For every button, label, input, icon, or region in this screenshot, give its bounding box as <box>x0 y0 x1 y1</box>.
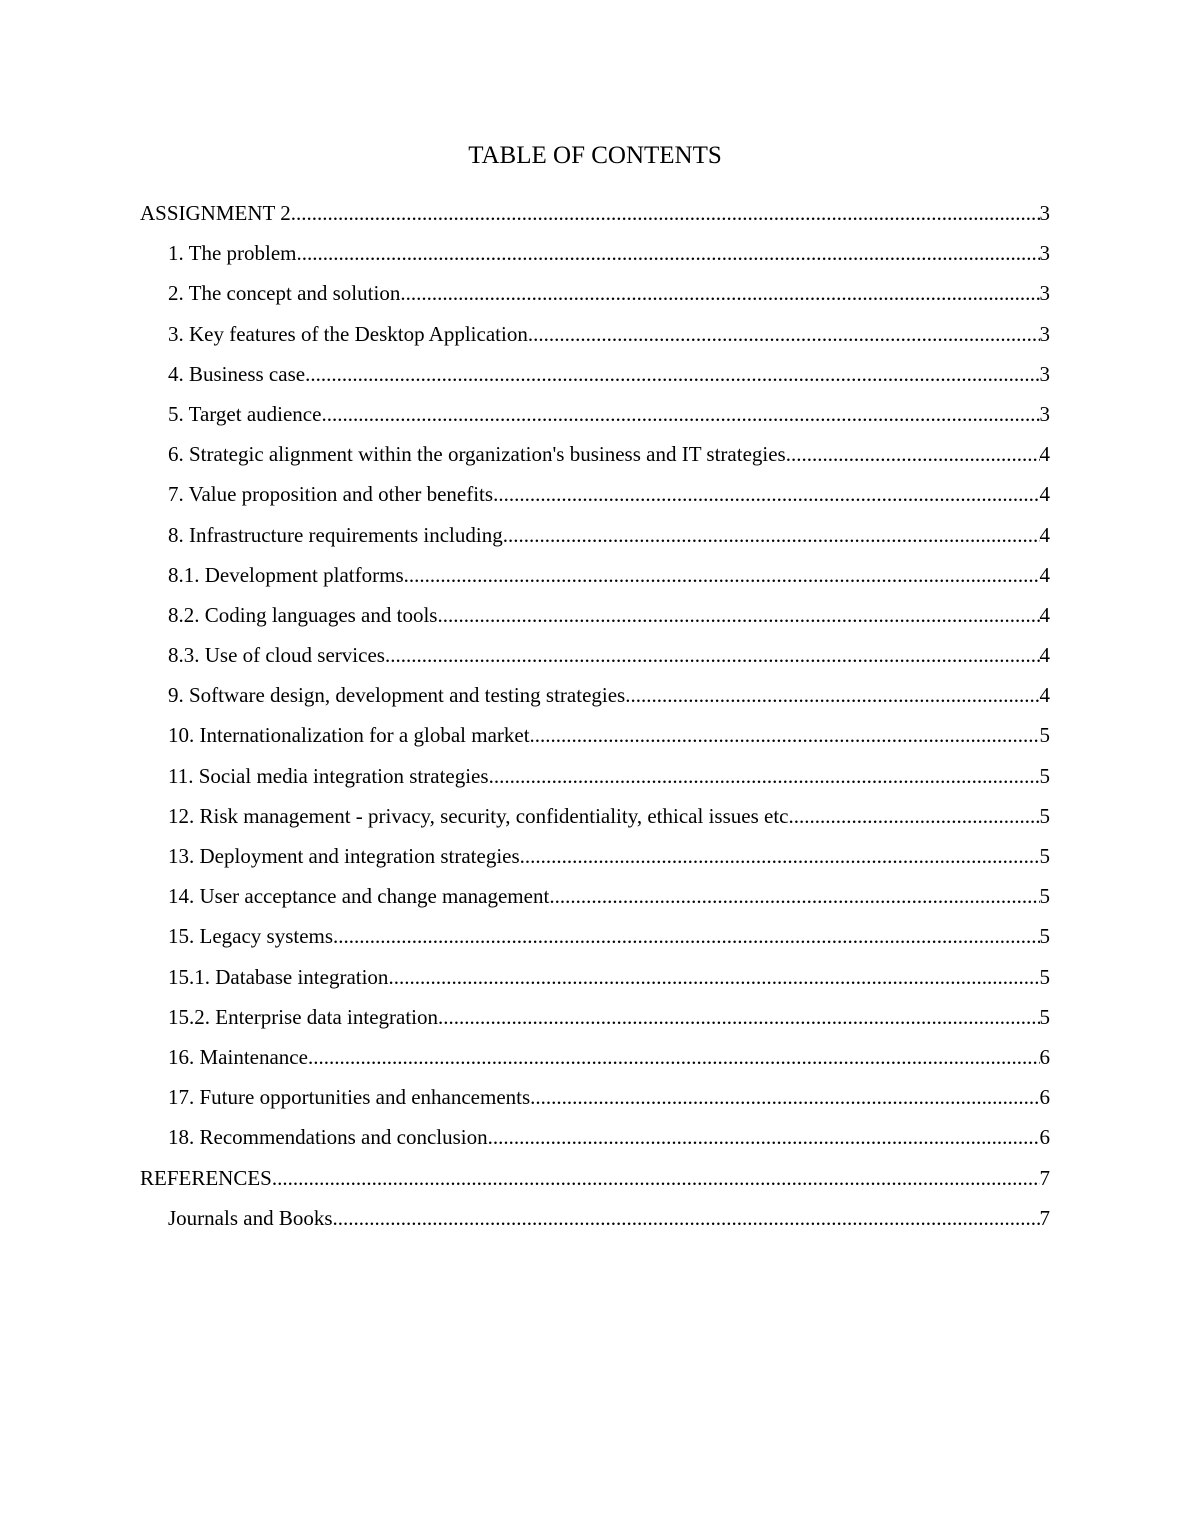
toc-dot-leader <box>291 197 1040 229</box>
toc-entry-page-number: 4 <box>1039 522 1050 547</box>
toc-entry-label: 2. The concept and solution <box>168 281 401 306</box>
toc-dot-leader <box>297 237 1040 269</box>
toc-entry-label: 17. Future opportunities and enhancements <box>168 1085 531 1110</box>
toc-entry-label: 4. Business case <box>168 361 306 386</box>
toc-entry-label: 8.3. Use of cloud services <box>168 643 385 668</box>
toc-entry-label: 6. Strategic alignment within the organization's business and IT strategies <box>168 442 786 467</box>
toc-entry[interactable] <box>140 478 1050 518</box>
toc-entry[interactable] <box>140 277 1050 317</box>
toc-entry-label: 15.2. Enterprise data integration <box>168 1004 438 1029</box>
toc-entry-page-number: 5 <box>1039 1004 1050 1029</box>
toc-entry-label: REFERENCES <box>140 1165 272 1190</box>
toc-dot-leader <box>488 1121 1040 1153</box>
toc-dot-leader <box>438 1001 1040 1033</box>
toc-entry-label: ASSIGNMENT 2 <box>140 201 291 225</box>
toc-dot-leader <box>308 1041 1040 1073</box>
toc-entry-page-number: 3 <box>1039 401 1050 426</box>
toc-entry-page-number: 5 <box>1039 844 1050 868</box>
toc-dot-leader <box>333 1202 1040 1234</box>
toc-entry-label: 18. Recommendations and conclusion <box>168 1125 488 1150</box>
toc-entry[interactable] <box>140 438 1050 478</box>
toc-entry-label: 3. Key features of the Desktop Application <box>168 321 528 346</box>
toc-entry-label: 13. Deployment and integration strategies <box>168 844 520 868</box>
toc-entry-page-number: 5 <box>1039 964 1050 989</box>
toc-entry-label: 11. Social media integration strategies <box>168 763 489 788</box>
toc-dot-leader <box>549 880 1039 912</box>
toc-entry-label: 14. User acceptance and change management <box>168 884 550 909</box>
toc-entry-label: 9. Software design, development and testing strategies <box>168 683 626 708</box>
toc-entry-label: 16. Maintenance <box>168 1044 308 1069</box>
toc-title: TABLE OF CONTENTS <box>468 142 722 169</box>
toc-entry[interactable] <box>140 1121 1050 1161</box>
toc-entry-label: 15. Legacy systems <box>168 924 334 949</box>
toc-entry-page-number: 4 <box>1039 602 1050 627</box>
toc-entry[interactable] <box>140 880 1050 920</box>
toc-entry-label: 10. Internationalization for a global market <box>168 723 530 748</box>
toc-entry-label: 12. Risk management - privacy, security, confidentiality, ethical issues etc <box>168 803 789 828</box>
toc-entry[interactable] <box>140 318 1050 358</box>
toc-entry-page-number: 4 <box>1039 442 1050 467</box>
toc-entry-label: 5. Target audience <box>168 401 322 426</box>
toc-dot-leader <box>388 961 1039 993</box>
toc-entry[interactable] <box>140 398 1050 438</box>
toc-entry-page-number: 3 <box>1039 321 1050 346</box>
toc-entry[interactable] <box>140 961 1050 1001</box>
toc-entry-page-number: 3 <box>1039 281 1050 306</box>
toc-entry-page-number: 6 <box>1039 1125 1050 1150</box>
toc-entry-page-number: 3 <box>1039 241 1050 266</box>
toc-entry-label: 1. The problem <box>168 241 297 266</box>
toc-dot-leader <box>530 1081 1039 1113</box>
toc-entry[interactable] <box>140 519 1050 559</box>
toc-entry[interactable] <box>140 719 1050 759</box>
toc-entry[interactable] <box>140 197 1050 237</box>
toc-entry-page-number: 4 <box>1039 482 1050 507</box>
toc-entry-page-number: 7 <box>1039 1165 1050 1190</box>
toc-dot-leader <box>625 679 1039 711</box>
toc-dot-leader <box>520 840 1040 872</box>
toc-entry-page-number: 3 <box>1039 201 1050 225</box>
toc-dot-leader <box>493 478 1039 510</box>
toc-entry-label: 7. Value proposition and other benefits <box>168 482 494 507</box>
toc-dot-leader <box>333 920 1039 952</box>
toc-entry[interactable] <box>140 1041 1050 1081</box>
toc-dot-leader <box>788 800 1039 832</box>
toc-entry-page-number: 7 <box>1039 1205 1050 1230</box>
toc-entry-page-number: 4 <box>1039 683 1050 708</box>
toc-entry-page-number: 5 <box>1039 763 1050 788</box>
toc-entry-page-number: 5 <box>1039 884 1050 909</box>
toc-dot-leader <box>272 1162 1040 1194</box>
toc-entry[interactable] <box>140 1162 1050 1202</box>
toc-dot-leader <box>400 277 1039 309</box>
toc-entry-page-number: 5 <box>1039 924 1050 949</box>
toc-dot-leader <box>489 760 1040 792</box>
toc-entry-label: 8.2. Coding languages and tools <box>168 602 438 627</box>
toc-entry[interactable] <box>140 639 1050 679</box>
toc-dot-leader <box>530 719 1040 751</box>
toc-entry-page-number: 4 <box>1039 562 1050 587</box>
toc-entry[interactable] <box>140 800 1050 840</box>
toc-entry[interactable] <box>140 358 1050 398</box>
toc-dot-leader <box>503 519 1040 551</box>
toc-entry[interactable] <box>140 237 1050 277</box>
toc-dot-leader <box>404 559 1040 591</box>
toc-entry[interactable] <box>140 760 1050 800</box>
toc-dot-leader <box>305 358 1039 390</box>
toc-dot-leader <box>437 599 1039 631</box>
toc-entry[interactable] <box>140 920 1050 960</box>
toc-entry[interactable] <box>140 840 1050 880</box>
toc-entry-label: 8. Infrastructure requirements including <box>168 522 503 547</box>
toc-entry[interactable] <box>140 1001 1050 1041</box>
toc-entry-page-number: 6 <box>1039 1085 1050 1110</box>
toc-entry[interactable] <box>140 679 1050 719</box>
toc-entry-page-number: 5 <box>1039 803 1050 828</box>
toc-entry-page-number: 6 <box>1039 1044 1050 1069</box>
toc-entry-page-number: 3 <box>1039 361 1050 386</box>
toc-dot-leader <box>321 398 1039 430</box>
toc-entry-page-number: 5 <box>1039 723 1050 748</box>
table-of-contents <box>140 197 1050 1242</box>
toc-dot-leader <box>385 639 1040 671</box>
toc-entry-label: Journals and Books <box>168 1205 333 1230</box>
toc-entry[interactable] <box>140 599 1050 639</box>
toc-entry[interactable] <box>140 1202 1050 1242</box>
toc-entry-label: 15.1. Database integration <box>168 964 389 989</box>
toc-entry[interactable] <box>140 1081 1050 1121</box>
toc-entry-page-number: 4 <box>1039 643 1050 668</box>
toc-entry-label: 8.1. Development platforms <box>168 562 404 587</box>
toc-dot-leader <box>528 318 1040 350</box>
toc-entry[interactable] <box>140 559 1050 599</box>
toc-dot-leader <box>786 438 1040 470</box>
